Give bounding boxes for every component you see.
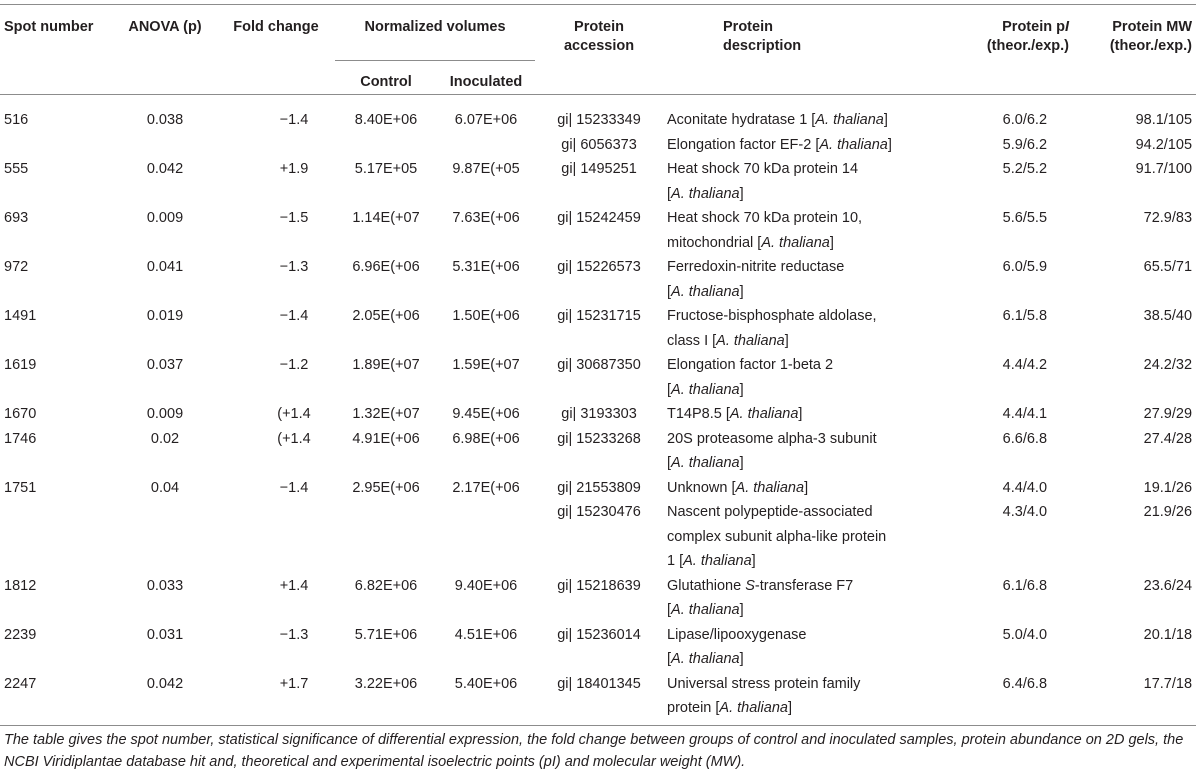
mw-cell: 91.7/100	[1135, 161, 1193, 177]
pi-cell: 5.6/5.5	[1002, 210, 1048, 226]
mw-cell: 19.1/26	[1143, 479, 1193, 496]
fold-change-cell: −1.2	[279, 357, 309, 373]
description-cell	[663, 623, 945, 672]
mw-cell: 94.2/105	[1135, 136, 1193, 153]
accession-cell: gi| 15242459	[557, 210, 641, 226]
fold-change-cell: −1.3	[279, 259, 309, 275]
anova-cell: 0.037	[146, 357, 184, 373]
inoculated-cell: 4.51E+06	[454, 626, 518, 643]
spot-number-cell: 1670	[4, 406, 37, 422]
anova-cell: 0.033	[146, 577, 184, 594]
control-cell: 8.40E+06	[354, 112, 418, 128]
header-rule	[0, 94, 1196, 95]
control-cell: 1.14E(+07	[352, 210, 420, 226]
anova-cell: 0.019	[146, 308, 184, 324]
table-row	[0, 353, 1196, 402]
fold-change-cell: −1.5	[279, 210, 309, 226]
description-cell	[663, 133, 945, 158]
anova-cell: 0.038	[146, 112, 184, 128]
table-row	[0, 206, 1196, 255]
inoculated-cell: 1.50E(+06	[452, 308, 520, 324]
description-line: Universal stress protein family	[667, 675, 861, 692]
mw-cell: 98.1/105	[1135, 112, 1193, 128]
control-cell: 6.82E+06	[354, 577, 418, 594]
mw-cell: 23.6/24	[1143, 577, 1193, 594]
anova-cell: 0.02	[150, 430, 180, 447]
description-line: [A. thaliana]	[667, 455, 744, 471]
description-cell	[663, 427, 945, 476]
table-row	[0, 255, 1196, 304]
mw-cell: 38.5/40	[1143, 308, 1193, 324]
inoculated-cell: 2.17E(+06	[452, 479, 520, 496]
pi-cell: 6.6/6.8	[1002, 430, 1048, 447]
pi-cell: 5.9/6.2	[1002, 136, 1048, 153]
description-line: mitochondrial [A. thaliana]	[667, 234, 834, 251]
fold-change-cell: +1.4	[279, 577, 309, 594]
fold-change-cell: −1.3	[279, 626, 309, 643]
inoculated-cell: 6.98E(+06	[452, 430, 520, 447]
description-cell	[663, 672, 945, 721]
pi-cell: 6.0/5.9	[1002, 259, 1048, 275]
mw-cell: 24.2/32	[1143, 357, 1193, 373]
header-protein-pi: Protein pI (theor./exp.)	[986, 19, 1070, 54]
header-normalized-volumes: Normalized volumes	[335, 5, 535, 61]
description-line: T14P8.5 [A. thaliana]	[667, 406, 803, 422]
spot-number-cell: 2247	[4, 675, 37, 692]
accession-cell: gi| 15233268	[557, 430, 641, 447]
description-line: [A. thaliana]	[667, 185, 744, 202]
accession-cell: gi| 15230476	[557, 504, 641, 520]
anova-cell: 0.041	[146, 259, 184, 275]
table-row	[0, 672, 1196, 721]
table-row	[0, 402, 1196, 427]
mw-cell: 27.9/29	[1143, 406, 1193, 422]
fold-change-cell: (+1.4	[277, 430, 311, 447]
header-anova: ANOVA (p)	[128, 19, 202, 35]
description-line: complex subunit alpha-like protein	[667, 528, 887, 545]
description-line: class I [A. thaliana]	[667, 332, 789, 349]
table-body	[0, 101, 1196, 721]
description-line: Nascent polypeptide-associated	[667, 504, 873, 520]
table-row	[0, 623, 1196, 672]
description-cell	[663, 500, 945, 574]
pi-cell: 5.0/4.0	[1002, 626, 1048, 643]
spot-number-cell: 972	[4, 259, 29, 275]
accession-cell: gi| 15226573	[557, 259, 641, 275]
accession-cell: gi| 15233349	[557, 112, 641, 128]
accession-cell: gi| 3193303	[561, 406, 637, 422]
accession-cell: gi| 1495251	[561, 161, 637, 177]
fold-change-cell: +1.9	[279, 161, 309, 177]
table-row	[0, 427, 1196, 476]
control-cell: 2.05E(+06	[352, 308, 420, 324]
fold-change-cell: −1.4	[279, 308, 309, 324]
header-protein-accession: Protein accession	[563, 19, 635, 54]
control-cell: 1.89E(+07	[352, 357, 420, 373]
fold-change-cell: (+1.4	[277, 406, 311, 422]
description-line: Heat shock 70 kDa protein 10,	[667, 210, 863, 226]
pi-cell: 6.4/6.8	[1002, 675, 1048, 692]
header-spot-number: Spot number	[4, 19, 94, 35]
fold-change-cell: −1.4	[279, 479, 309, 496]
spot-number-cell: 1812	[4, 577, 37, 594]
description-line: Ferredoxin-nitrite reductase	[667, 259, 845, 275]
pi-cell: 4.4/4.1	[1002, 406, 1048, 422]
description-cell	[663, 574, 945, 623]
fold-change-cell: −1.4	[279, 112, 309, 128]
table-footnote: The table gives the spot number, statistical significance of differential expression, the fold change between groups of control and inoculated samples, protein abundance on 2D gels, the NCBI Viridiplantae database hit and, theoretical and experimental isoelectric points (pI) and molecular weight (MW).	[4, 732, 1184, 770]
accession-cell: gi| 15218639	[557, 577, 641, 594]
description-cell	[663, 255, 945, 304]
accession-cell: gi| 6056373	[561, 136, 637, 153]
inoculated-cell: 5.40E+06	[454, 675, 518, 692]
spot-number-cell: 1746	[4, 430, 37, 447]
control-cell: 3.22E+06	[354, 675, 418, 692]
description-line: [A. thaliana]	[667, 381, 744, 398]
control-cell: 5.17E+05	[354, 161, 418, 177]
accession-cell: gi| 21553809	[557, 479, 641, 496]
mw-cell: 27.4/28	[1143, 430, 1193, 447]
description-line: [A. thaliana]	[667, 602, 744, 618]
pi-cell: 6.1/5.8	[1002, 308, 1048, 324]
anova-cell: 0.042	[146, 161, 184, 177]
accession-cell: gi| 15231715	[557, 308, 641, 324]
mw-cell: 17.7/18	[1143, 675, 1193, 692]
protein-table	[0, 4, 1196, 721]
spot-number-cell: 516	[4, 112, 29, 128]
control-cell: 6.96E(+06	[352, 259, 420, 275]
description-cell	[663, 353, 945, 402]
spot-number-cell: 1751	[4, 479, 37, 496]
description-cell	[663, 402, 945, 427]
control-cell: 5.71E+06	[354, 626, 418, 643]
header-protein-mw: Protein MW (theor./exp.)	[1109, 19, 1193, 54]
table-header	[0, 5, 1196, 102]
bottom-rule	[0, 725, 1196, 726]
spot-number-cell: 555	[4, 161, 29, 177]
description-line: 1 [A. thaliana]	[667, 553, 756, 569]
description-line: Elongation factor 1-beta 2	[667, 357, 834, 373]
accession-cell: gi| 15236014	[557, 626, 641, 643]
control-cell: 4.91E(+06	[352, 430, 420, 447]
description-line: [A. thaliana]	[667, 283, 744, 300]
pi-cell: 6.0/6.2	[1002, 112, 1048, 128]
accession-cell: gi| 18401345	[557, 675, 641, 692]
header-inoculated: Inoculated	[449, 74, 523, 90]
inoculated-cell: 9.45E(+06	[452, 406, 520, 422]
table-row	[0, 304, 1196, 353]
pi-cell: 4.4/4.0	[1002, 479, 1048, 496]
description-line: Fructose-bisphosphate aldolase,	[667, 308, 877, 324]
spot-number-cell: 1491	[4, 308, 37, 324]
mw-cell: 65.5/71	[1143, 259, 1193, 275]
spot-number-cell: 2239	[4, 626, 37, 643]
table-row	[0, 574, 1196, 623]
inoculated-cell: 5.31E(+06	[452, 259, 520, 275]
description-line: Heat shock 70 kDa protein 14	[667, 161, 859, 177]
description-cell	[663, 476, 945, 501]
fold-change-cell: +1.7	[279, 675, 309, 692]
anova-cell: 0.009	[146, 210, 184, 226]
description-line: Aconitate hydratase 1 [A. thaliana]	[667, 112, 888, 128]
mw-cell: 21.9/26	[1143, 504, 1193, 520]
inoculated-cell: 7.63E(+06	[452, 210, 520, 226]
inoculated-cell: 9.40E+06	[454, 577, 518, 594]
control-cell: 1.32E(+07	[352, 406, 420, 422]
inoculated-cell: 9.87E(+05	[452, 161, 520, 177]
anova-cell: 0.009	[146, 406, 184, 422]
pi-cell: 4.3/4.0	[1002, 504, 1048, 520]
description-line: Elongation factor EF-2 [A. thaliana]	[667, 136, 892, 153]
mw-cell: 72.9/83	[1143, 210, 1193, 226]
header-fold-change: Fold change	[233, 19, 319, 35]
pi-cell: 5.2/5.2	[1002, 161, 1048, 177]
description-line: [A. thaliana]	[667, 651, 744, 667]
description-line: 20S proteasome alpha-3 subunit	[667, 430, 877, 447]
description-line: Unknown [A. thaliana]	[667, 479, 809, 496]
control-cell: 2.95E(+06	[352, 479, 420, 496]
anova-cell: 0.04	[150, 479, 180, 496]
accession-cell: gi| 30687350	[557, 357, 641, 373]
mw-cell: 20.1/18	[1143, 626, 1193, 643]
description-cell	[663, 157, 945, 206]
description-line: protein [A. thaliana]	[667, 700, 792, 716]
description-line: Lipase/lipooxygenase	[667, 626, 807, 643]
pi-cell: 4.4/4.2	[1002, 357, 1048, 373]
table-row	[0, 101, 1196, 133]
inoculated-cell: 6.07E+06	[454, 112, 518, 128]
spot-number-cell: 1619	[4, 357, 37, 373]
anova-cell: 0.042	[146, 675, 184, 692]
description-line: Glutathione S-transferase F7	[667, 577, 854, 594]
header-control: Control	[360, 74, 412, 90]
inoculated-cell: 1.59E(+07	[452, 357, 520, 373]
anova-cell: 0.031	[146, 626, 184, 643]
table-row	[0, 476, 1196, 501]
table-row	[0, 157, 1196, 206]
description-cell	[663, 304, 945, 353]
description-cell	[663, 206, 945, 255]
pi-cell: 6.1/6.8	[1002, 577, 1048, 594]
header-protein-description: Protein description	[723, 19, 802, 54]
spot-number-cell: 693	[4, 210, 29, 226]
description-cell	[663, 101, 945, 133]
